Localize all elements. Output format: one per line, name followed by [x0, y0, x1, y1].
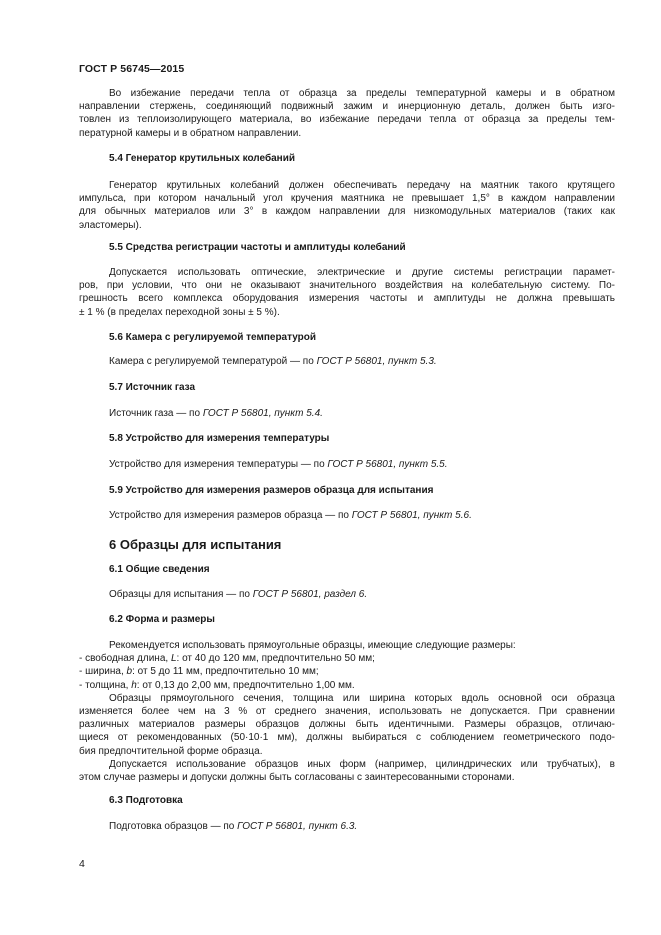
dimension-length: - свободная длина, L: от 40 до 120 мм, предпочтительно 50 мм; — [79, 653, 375, 665]
page-number: 4 — [79, 858, 85, 870]
section-6-2-heading: 6.2 Форма и размеры — [109, 614, 215, 625]
text-line: бия предпочтительной форме образца. — [79, 745, 263, 757]
standard-reference: ГОСТ Р 56801, раздел 6. — [252, 589, 368, 600]
text-line: Допускается использование образцов иных форм (например, цилиндрических или трубчатых), в — [109, 758, 615, 770]
standard-reference: ГОСТ Р 56801, пункт 5.3. — [316, 356, 437, 367]
text-line: Рекомендуется использовать прямоугольные образцы, имеющие следующие размеры: — [109, 640, 516, 651]
text-line: Генератор крутильных колебаний должен обеспечивать передачу на маятник такого крутящего — [109, 180, 615, 191]
text-line: изменяется более чем на 3 % от среднего значения, использовать не допускается. При сравнении — [79, 706, 615, 718]
standard-reference: ГОСТ Р 56801, пункт 5.5. — [327, 459, 448, 470]
section-6-2-body — [79, 639, 615, 784]
text-line: щиеся от рекомендованных (50·10·1 мм), должны выбираться с соблюдением геометрического подо- — [79, 732, 615, 744]
intro-paragraph — [79, 87, 615, 140]
section-6-heading: 6 Образцы для испытания — [109, 537, 282, 552]
section-5-6-text: Камера с регулируемой температурой — по ГОСТ Р 56801, пункт 5.3. — [109, 356, 437, 367]
section-5-5-paragraph — [79, 266, 615, 319]
text-line: импульса, при котором начальный угол кручения маятника не превышает 1,5° в каждом направлении — [79, 193, 615, 205]
dimension-width: - ширина, b: от 5 до 11 мм, предпочтительно 10 мм; — [79, 666, 319, 678]
section-5-8-heading: 5.8 Устройство для измерения температуры — [109, 433, 330, 444]
standard-reference: ГОСТ Р 56801 — [351, 510, 418, 521]
section-5-8-text: Устройство для измерения температуры — по ГОСТ Р 56801, пункт 5.5. — [109, 459, 448, 470]
text-line: для обычных материалов или 3° в каждом направлении для низкомодульных материалов (таких как — [79, 206, 615, 218]
dimension-thickness: - толщина, h: от 0,13 до 2,00 мм, предпочтительно 1,00 мм. — [79, 679, 355, 691]
section-5-9-text: Устройство для измерения размеров образца — по ГОСТ Р 56801, пункт 5.6. — [109, 510, 472, 521]
standard-reference: ГОСТ Р 56801, пункт 6.3. — [237, 821, 358, 832]
section-6-3-heading: 6.3 Подготовка — [109, 795, 183, 806]
section-6-1-text: Образцы для испытания — по ГОСТ Р 56801, раздел 6. — [109, 589, 368, 600]
section-5-7-heading: 5.7 Источник газа — [109, 382, 196, 393]
section-5-4-heading: 5.4 Генератор крутильных колебаний — [109, 153, 296, 164]
text-line: товлен из теплоизолирующего материала, во избежание передачи тепла от образца за пределы тем- — [79, 114, 615, 126]
text-line: ров, при условии, что они не оказывают значительного воздействия на колебательную систему. По- — [79, 280, 615, 292]
document-header: ГОСТ Р 56745—2015 — [79, 63, 185, 75]
section-6-1-heading: 6.1 Общие сведения — [109, 564, 210, 575]
text-line: различных материалов размеры образцов должны быть идентичными. Размеры образцов, отличаю- — [79, 719, 615, 731]
text-line: Во избежание передачи тепла от образца за пределы температурной камеры и в обратном — [109, 88, 615, 99]
section-5-9-heading: 5.9 Устройство для измерения размеров образца для испытания — [109, 485, 434, 496]
text-line: направлении стержень, соединяющий подвижный зажим и инерционную деталь, должен быть изго- — [79, 101, 615, 113]
text-line: пературной камеры и в обратном направлении. — [79, 127, 302, 139]
section-5-7-text: Источник газа — по ГОСТ Р 56801, пункт 5.4. — [109, 408, 323, 419]
section-6-3-text: Подготовка образцов — по ГОСТ Р 56801, пункт 6.3. — [109, 821, 358, 832]
text-line: Допускается использовать оптические, электрические и другие системы регистрации парамет- — [109, 267, 615, 278]
text-line: эластомеры). — [79, 219, 142, 231]
section-5-5-heading: 5.5 Средства регистрации частоты и амплитуды колебаний — [109, 242, 406, 253]
text-line: Образцы прямоугольного сечения, толщина или ширина которых вдоль основной оси образца — [109, 692, 615, 704]
text-line: этом случае размеры и допуски должны быть согласованы с заинтересованными сторонами. — [79, 772, 515, 784]
section-5-4-paragraph — [79, 179, 615, 232]
text-line: грешность всего комплекса оборудования измерения частоты и амплитуды не должна превышать — [79, 293, 615, 305]
section-5-6-heading: 5.6 Камера с регулируемой температурой — [109, 332, 317, 343]
standard-reference: ГОСТ Р 56801, пункт 5.4. — [202, 408, 323, 419]
text-line: ± 1 % (в пределах переходной зоны ± 5 %). — [79, 306, 280, 318]
